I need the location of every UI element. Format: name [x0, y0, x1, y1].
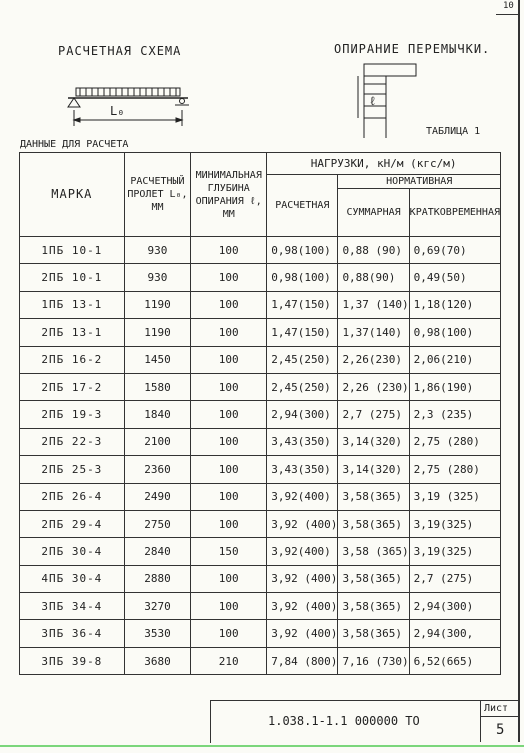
span-cell: 3270 [124, 593, 191, 620]
sheet-label: Лист [484, 703, 509, 714]
mark-cell: 2ПБ 26-4 [20, 483, 125, 510]
span-cell: 1190 [124, 319, 191, 346]
span-cell: 2750 [124, 510, 191, 537]
total-load-cell: 3,58(365) [338, 620, 409, 647]
design-load-cell: 1,47(150) [267, 291, 338, 318]
short-load-cell: 3,19(325) [409, 538, 500, 565]
mark-cell: 2ПБ 22-3 [20, 428, 125, 455]
mark-cell: 2ПБ 16-2 [20, 346, 125, 373]
depth-cell: 100 [191, 565, 267, 592]
table-row [20, 538, 501, 565]
total-load-cell: 3,58(365) [338, 510, 409, 537]
design-load-cell: 0,98(100) [267, 237, 338, 264]
short-load-cell: 3,19(325) [409, 510, 500, 537]
table-row [20, 264, 501, 291]
document-code: 1.038.1-1.1 000000 ТО [268, 714, 420, 728]
depth-cell: 100 [191, 620, 267, 647]
table-row [20, 593, 501, 620]
short-load-cell: 2,94(300) [409, 593, 500, 620]
short-load-cell: 0,49(50) [409, 264, 500, 291]
short-load-cell: 1,18(120) [409, 291, 500, 318]
depth-cell: 210 [191, 647, 267, 674]
span-cell: 2840 [124, 538, 191, 565]
design-load-cell: 7,84 (800) [267, 647, 338, 674]
depth-cell: 100 [191, 510, 267, 537]
design-load-cell: 3,92(400) [267, 483, 338, 510]
table-number: ТАБЛИЦА 1 [426, 126, 481, 137]
total-load-cell: 1,37 (140) [338, 291, 409, 318]
header-loads: НАГРУЗКИ, кН/м (кгс/м) [267, 153, 501, 175]
total-load-cell: 0,88(90) [338, 264, 409, 291]
short-load-cell: 1,86(190) [409, 373, 500, 400]
header-total: СУММАРНАЯ [338, 189, 409, 237]
table-row [20, 510, 501, 537]
depth-label: ℓ [369, 94, 377, 108]
short-load-cell: 2,06(210) [409, 346, 500, 373]
span-cell: 2490 [124, 483, 191, 510]
depth-cell: 100 [191, 264, 267, 291]
span-cell: 930 [124, 264, 191, 291]
corner-tick [496, 14, 518, 15]
depth-cell: 100 [191, 373, 267, 400]
load-data-table [19, 152, 501, 675]
scheme-title: РАСЧЕТНАЯ СХЕМА [58, 44, 182, 58]
mark-cell: 2ПБ 19-3 [20, 401, 125, 428]
total-load-cell: 3,14(320) [338, 428, 409, 455]
depth-cell: 100 [191, 401, 267, 428]
span-cell: 2360 [124, 456, 191, 483]
short-load-cell: 2,75 (280) [409, 428, 500, 455]
mark-cell: 1ПБ 13-1 [20, 291, 125, 318]
design-load-cell: 3,92(400) [267, 538, 338, 565]
span-cell: 1450 [124, 346, 191, 373]
total-load-cell: 3,58 (365) [338, 538, 409, 565]
table-row [20, 319, 501, 346]
span-cell: 3680 [124, 647, 191, 674]
mark-cell: 1ПБ 10-1 [20, 237, 125, 264]
span-cell: 1840 [124, 401, 191, 428]
table-row [20, 428, 501, 455]
total-load-cell: 3,14(320) [338, 456, 409, 483]
design-load-cell: 3,92 (400) [267, 620, 338, 647]
mark-cell: 4ПБ 30-4 [20, 565, 125, 592]
design-load-cell: 2,45(250) [267, 346, 338, 373]
mark-cell: 2ПБ 29-4 [20, 510, 125, 537]
sheet-number: 5 [496, 722, 505, 738]
depth-cell: 100 [191, 456, 267, 483]
span-label: L₀ [110, 104, 125, 118]
design-load-cell: 2,94(300) [267, 401, 338, 428]
design-load-cell: 3,92 (400) [267, 593, 338, 620]
design-load-cell: 3,43(350) [267, 428, 338, 455]
right-frame-line [518, 0, 520, 742]
depth-cell: 150 [191, 538, 267, 565]
header-short: КРАТКОВРЕМЕННАЯ [409, 189, 500, 237]
span-cell: 2100 [124, 428, 191, 455]
mark-cell: 3ПБ 36-4 [20, 620, 125, 647]
depth-cell: 100 [191, 593, 267, 620]
total-load-cell: 0,88 (90) [338, 237, 409, 264]
design-load-cell: 3,43(350) [267, 456, 338, 483]
support-title: ОПИРАНИЕ ПЕРЕМЫЧКИ. [334, 42, 491, 56]
short-load-cell: 6,52(665) [409, 647, 500, 674]
depth-cell: 100 [191, 428, 267, 455]
header-depth: МИНИМАЛЬНАЯ ГЛУБИНА ОПИРАНИЯ ℓ, ММ [191, 153, 267, 237]
span-cell: 2880 [124, 565, 191, 592]
short-load-cell: 2,94(300, [409, 620, 500, 647]
sheet-box-divider [480, 716, 518, 717]
table-row [20, 237, 501, 264]
data-title: ДАННЫЕ ДЛЯ РАСЧЕТА [20, 139, 129, 150]
span-cell: 1190 [124, 291, 191, 318]
depth-cell: 100 [191, 291, 267, 318]
design-load-cell: 3,92 (400) [267, 510, 338, 537]
scan-edge-line [0, 745, 524, 747]
short-load-cell: 2,75 (280) [409, 456, 500, 483]
header-span: РАСЧЕТНЫЙ ПРОЛЕТ L₀, ММ [124, 153, 191, 237]
beam-scheme-diagram [60, 80, 200, 138]
table-row [20, 565, 501, 592]
table-row [20, 456, 501, 483]
total-load-cell: 2,26 (230) [338, 373, 409, 400]
table-row [20, 483, 501, 510]
short-load-cell: 3,19 (325) [409, 483, 500, 510]
table-row [20, 346, 501, 373]
support-detail-diagram [350, 58, 430, 140]
header-design: РАСЧЕТНАЯ [267, 175, 338, 237]
mark-cell: 2ПБ 13-1 [20, 319, 125, 346]
short-load-cell: 2,3 (235) [409, 401, 500, 428]
short-load-cell: 0,98(100) [409, 319, 500, 346]
design-load-cell: 2,45(250) [267, 373, 338, 400]
depth-cell: 100 [191, 237, 267, 264]
total-load-cell: 3,58(365) [338, 593, 409, 620]
table-row [20, 373, 501, 400]
mark-cell: 3ПБ 34-4 [20, 593, 125, 620]
mark-cell: 2ПБ 30-4 [20, 538, 125, 565]
total-load-cell: 2,26(230) [338, 346, 409, 373]
table-row [20, 291, 501, 318]
total-load-cell: 3,58(365) [338, 565, 409, 592]
total-load-cell: 3,58(365) [338, 483, 409, 510]
header-mark: МАРКА [20, 153, 125, 237]
total-load-cell: 7,16 (730) [338, 647, 409, 674]
depth-cell: 100 [191, 319, 267, 346]
mark-cell: 2ПБ 25-3 [20, 456, 125, 483]
header-normative: НОРМАТИВНАЯ [338, 175, 501, 189]
depth-cell: 100 [191, 483, 267, 510]
mark-cell: 3ПБ 39-8 [20, 647, 125, 674]
mark-cell: 2ПБ 17-2 [20, 373, 125, 400]
design-load-cell: 1,47(150) [267, 319, 338, 346]
table-row [20, 620, 501, 647]
span-cell: 3530 [124, 620, 191, 647]
depth-cell: 100 [191, 346, 267, 373]
design-load-cell: 3,92 (400) [267, 565, 338, 592]
total-load-cell: 1,37(140) [338, 319, 409, 346]
corner-number: 10 [503, 1, 514, 11]
span-cell: 930 [124, 237, 191, 264]
design-load-cell: 0,98(100) [267, 264, 338, 291]
short-load-cell: 0,69(70) [409, 237, 500, 264]
table-row [20, 647, 501, 674]
total-load-cell: 2,7 (275) [338, 401, 409, 428]
short-load-cell: 2,7 (275) [409, 565, 500, 592]
table-row [20, 401, 501, 428]
span-cell: 1580 [124, 373, 191, 400]
mark-cell: 2ПБ 10-1 [20, 264, 125, 291]
